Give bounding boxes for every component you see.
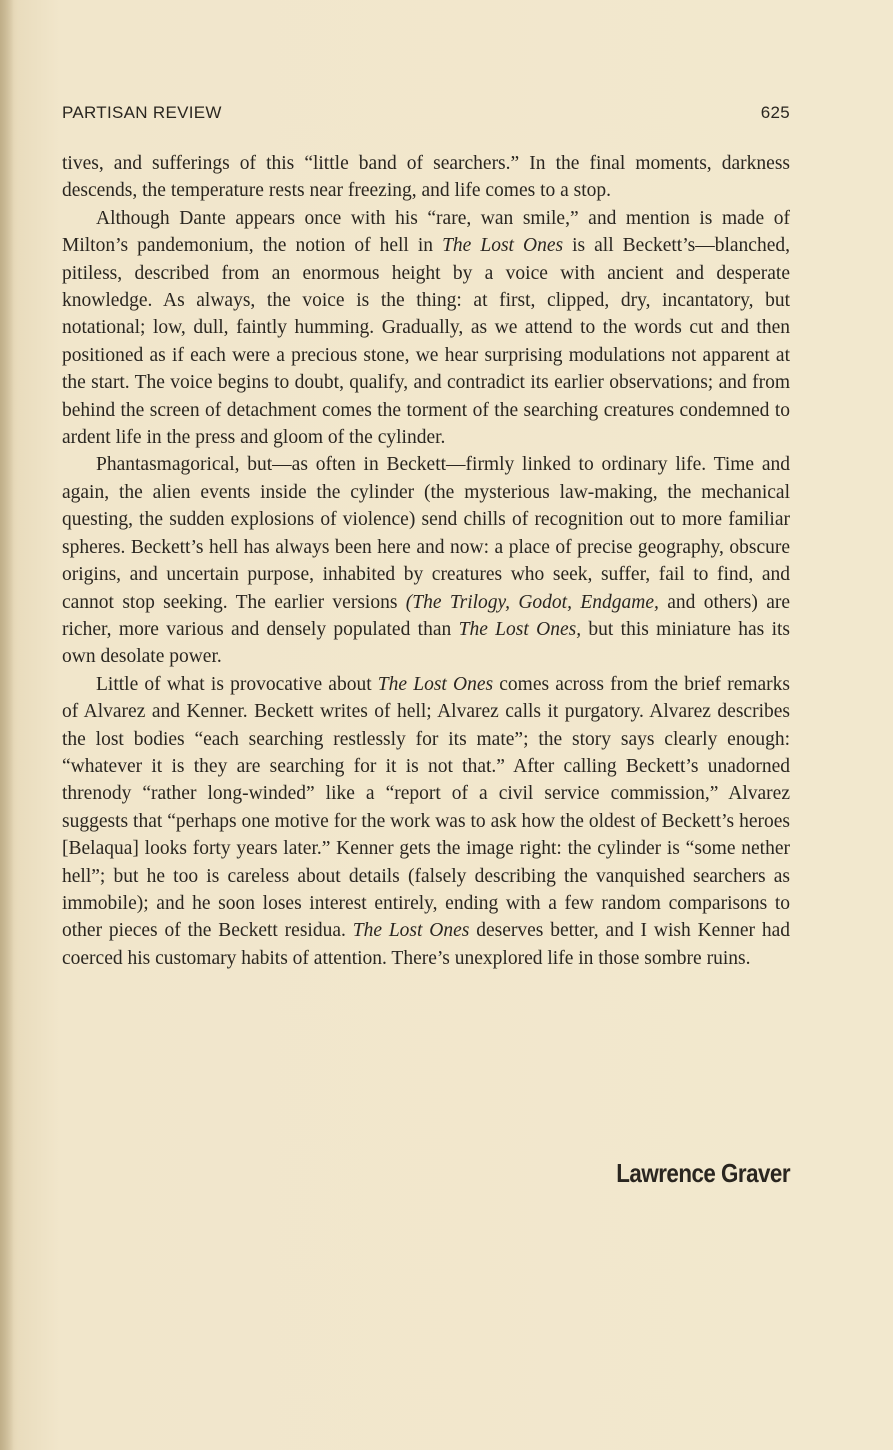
spine-shadow — [0, 0, 14, 1450]
paragraph-4 — [62, 671, 790, 972]
text-run: Although Dante appears once with his “rare, wan smile,” and mention is made of Milton’s pandemonium, the notion of hell in — [62, 207, 790, 257]
italic-title-run: The Lost Ones, — [458, 618, 582, 640]
running-head — [62, 103, 790, 129]
author-signature: Lawrence Graver — [616, 1158, 790, 1188]
page-number: 625 — [760, 103, 790, 122]
italic-title-run: The Lost Ones — [377, 673, 494, 695]
paragraph-2 — [62, 205, 790, 452]
text-run: but this miniature has its own desolate power. — [62, 618, 790, 668]
italic-title-run: The Lost Ones — [352, 920, 470, 942]
italic-title-run: (The Trilogy, Godot, Endgame, — [405, 591, 659, 613]
text-run: is all Beckett’s—blanched, pitiless, described from an enormous height by a voice with ancient and desperate knowledge. As always, the voice is the thing: at first, clipped, dry, incantatory, but notational; low, dull, faintly humming. Gradually, as we attend to the words cut and then positioned as if each were a precious stone, we hear surprising modulations not apparent at the start. The voice begins to doubt, qualify, and contradict its earlier observations; and from behind the screen of detachment comes the torment of the searching creatures condemned to ardent life in the press and gloom of the cylinder. — [62, 235, 790, 449]
article-body — [62, 150, 790, 972]
paragraph-3 — [62, 451, 790, 670]
text-run: deserves better, and I wish Kenner had coerced his customary habits of attention. There’s unexplored life in those sombre ruins. — [62, 920, 790, 969]
text-run: and others) are richer, more various and densely populated than — [62, 591, 791, 640]
text-run: comes across from the brief remarks of Alvarez and Kenner. Beckett writes of hell; Alvarez calls it purgatory. Alvarez describes the lost bodies “each searching restlessly for its mate”; the story says clearly enough: “whatever it is they are searching for it is not that.” After calling Beckett’s unadorned threnody “rather long-winded” like a “report of a civil service commission,” Alvarez suggests that “perhaps one motive for the work was to ask how the oldest of Beckett’s heroes [Belaqua] looks forty years later.” Kenner gets the image right: the cylinder is “some nether hell”; but he too is careless about details (falsely describing the vanquished searchers as immobile); and he soon loses interest entirely, ending with a few random comparisons to other pieces of the Beckett residua. — [62, 673, 790, 942]
text-run: tives, and sufferings of this “little band of searchers.” In the final moments, darkness descends, the temperature rests near freezing, and life comes to a stop. — [62, 153, 790, 202]
text-run: Little of what is provocative about — [96, 673, 378, 695]
italic-title-run: The Lost Ones — [442, 235, 564, 257]
journal-title: PARTISAN REVIEW — [62, 103, 222, 122]
paragraph-1 — [62, 150, 790, 205]
text-run: Phantasmagorical, but—as often in Beckett—firmly linked to ordinary life. Time and again, the alien events inside the cylinder (the mysterious law-making, the mechanical questing, the sudden explosions of violence) send chills of recognition out to more familiar spheres. Beckett’s hell has always been here and now: a place of precise geography, obscure origins, and uncertain purpose, inhabited by creatures who seek, suffer, fail to find, and cannot stop seeking. The earlier versions — [62, 454, 790, 613]
